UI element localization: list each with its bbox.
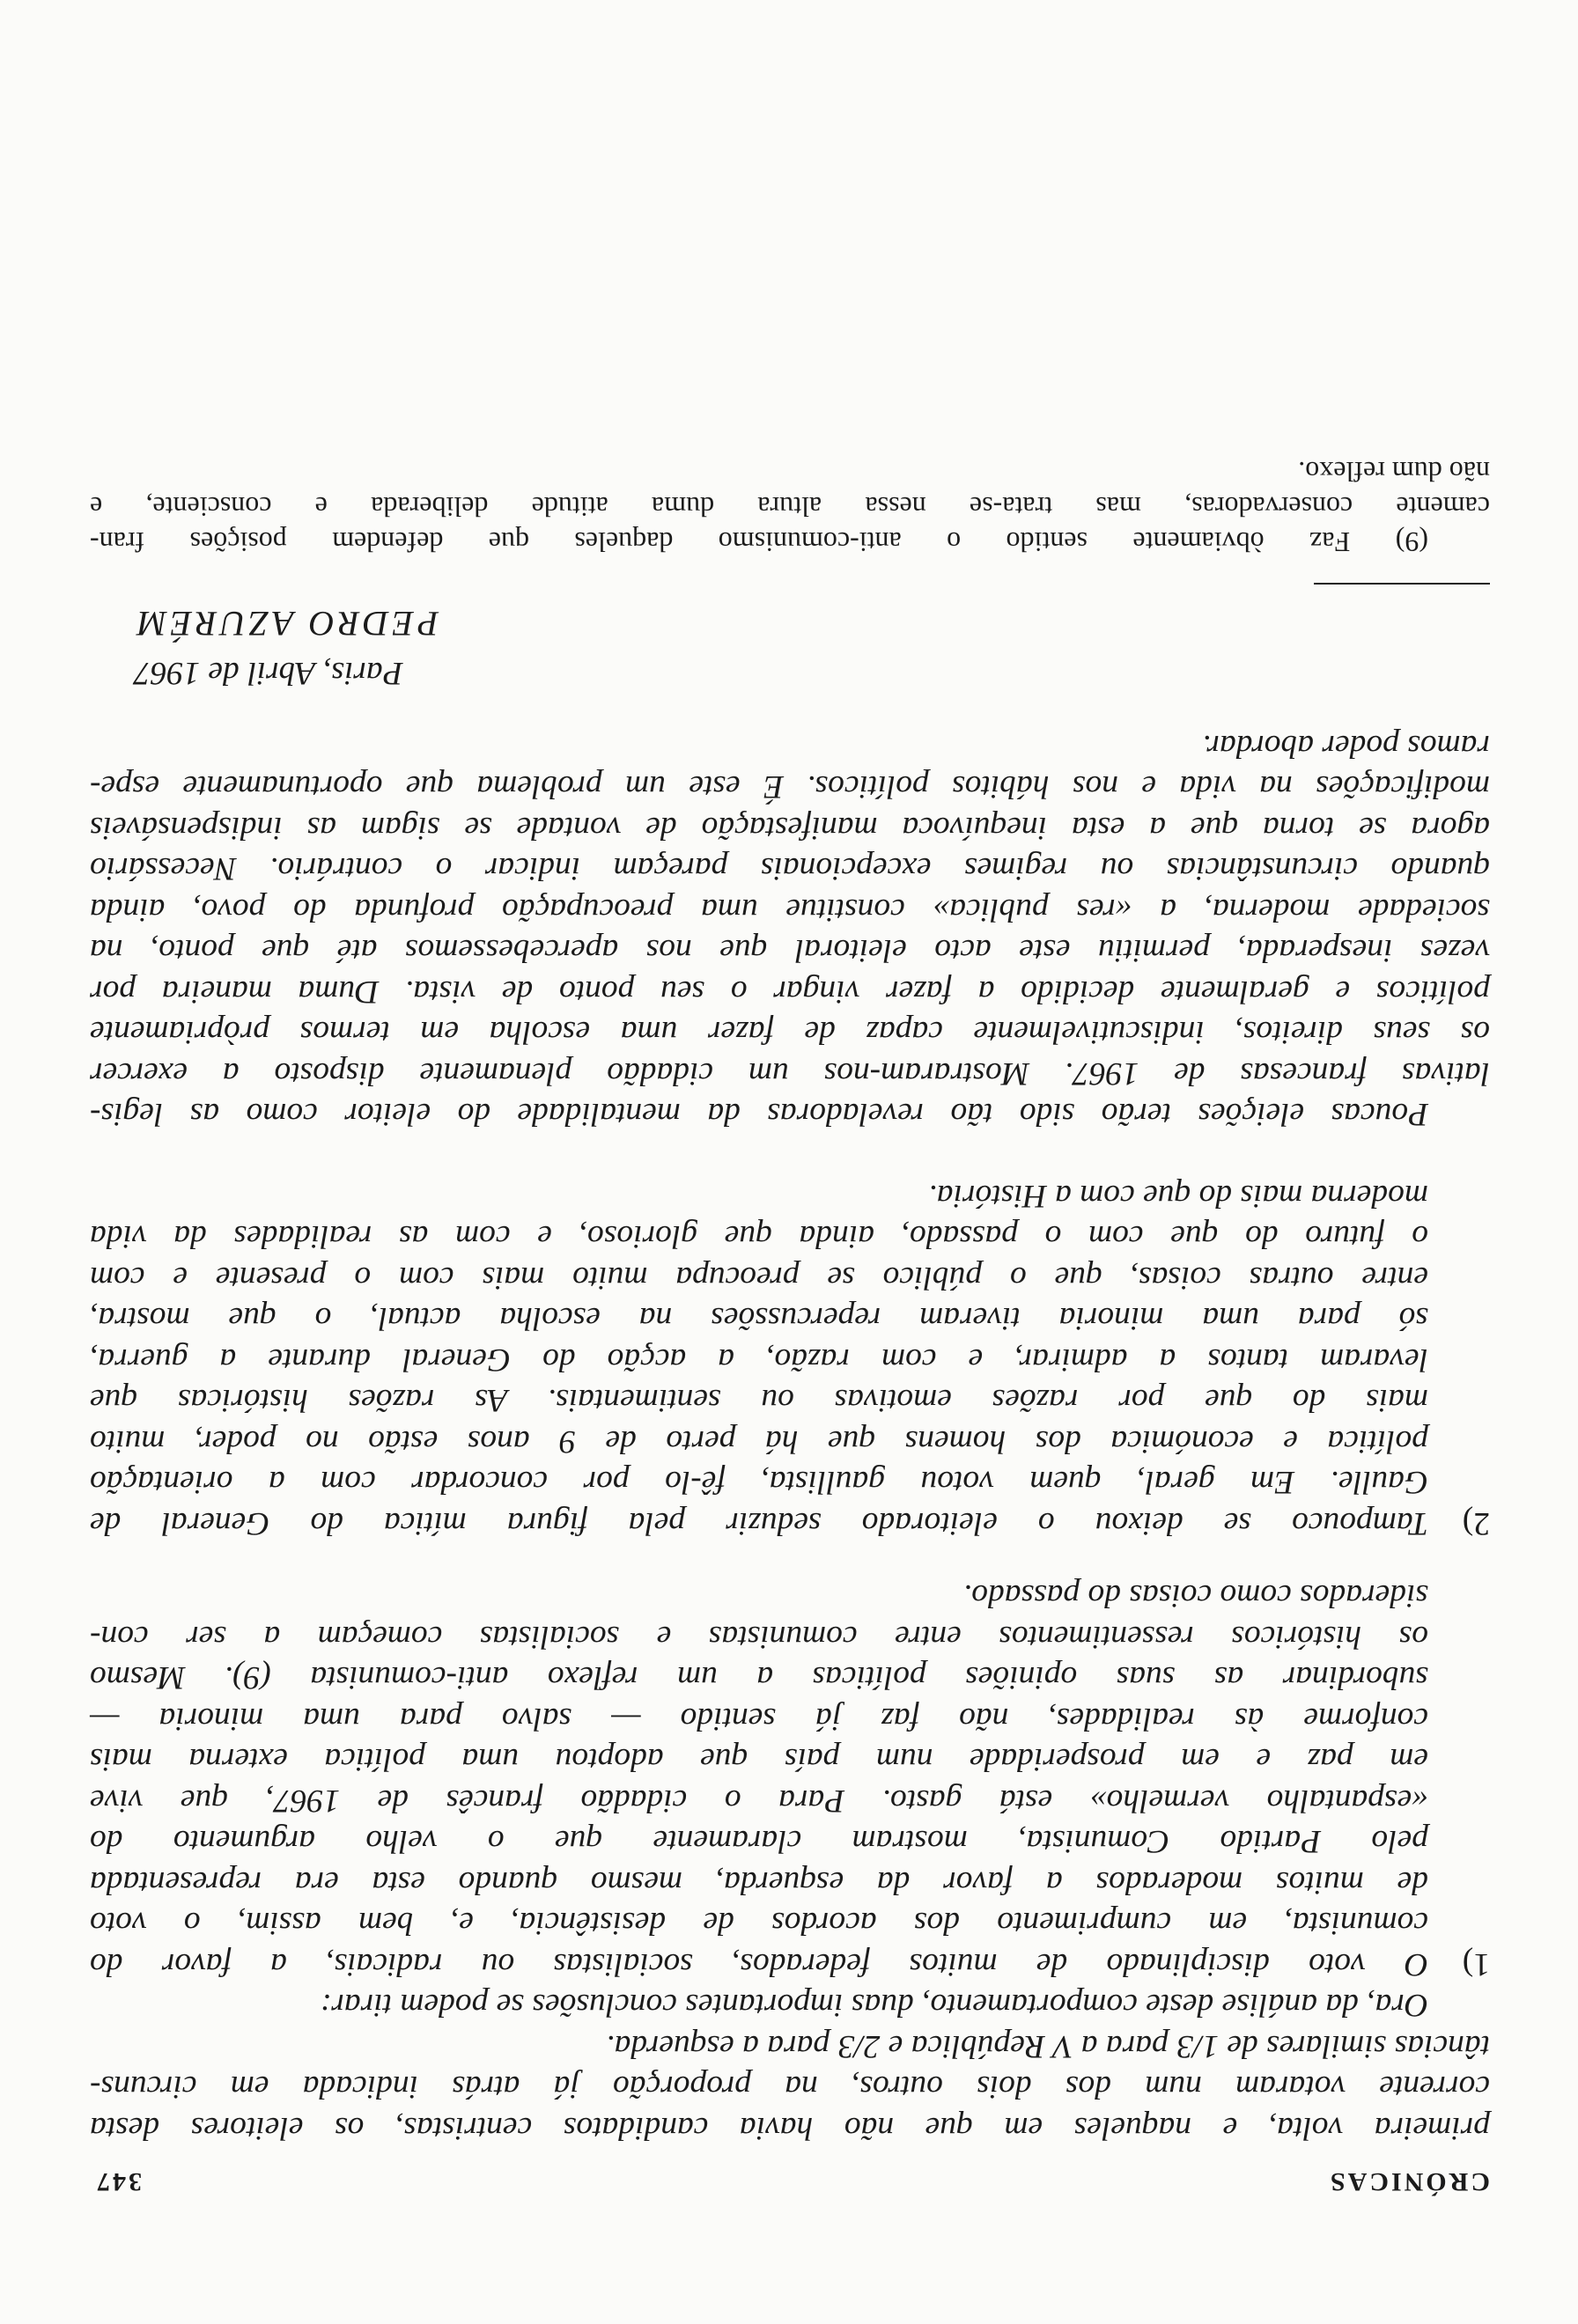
list-item-2	[90, 1175, 1490, 1544]
footnote-line: (9) Faz òbviamente sentido o anti-comunismo daqueles que defendem posições fran-	[90, 526, 1428, 559]
text-line: moderna mais do que com a História.	[928, 1178, 1428, 1214]
lead-paragraph	[90, 1984, 1490, 2026]
text-line: comunista, em cumprimento dos acordos de desistência, e, bem assim, o voto	[90, 1905, 1428, 1942]
text-line: siderados como coisas do passado.	[962, 1578, 1428, 1614]
text-line: «espantalho vermelho» está gasto. Para o cidadão francês de 1967, que vive	[90, 1783, 1428, 1819]
text-line: O voto disciplinado de muitos federados, socialistas ou radicais, a favor do	[90, 1946, 1428, 1982]
text-line: só para uma minoria tiveram repercussões na escolha actual, o que mostra,	[90, 1300, 1428, 1337]
footnote	[90, 455, 1490, 561]
text-line: políticos e geralmente decidido a fazer vingar o seu ponto de vista. Duma maneira por	[90, 974, 1490, 1010]
text-line: vezes inesperada, permitiu este acto eleitoral que nos apercebessemos até que ponto, na	[90, 932, 1490, 969]
intro-paragraph	[90, 2026, 1490, 2149]
section-title: CRÓNICAS	[1327, 2167, 1490, 2196]
list-item-content	[90, 1175, 1428, 1544]
text-line: Gaulle. Em geral, quem votou gaullista, fê-lo por concordar com a orientação	[90, 1464, 1428, 1501]
text-line: modificações na vida e nos hábitos políticos. É este um problema que oportunamente espe-	[90, 769, 1490, 805]
text-line: os históricos ressentimentos entre comunistas e socialistas começam a ser con-	[90, 1619, 1428, 1655]
text-line: subordinar as suas opiniões políticas a um reflexo anti-comunista (9). Mesmo	[90, 1659, 1428, 1696]
list-item-number: 1)	[1462, 1946, 1490, 1982]
date-line: Paris, Abril de 1967	[134, 655, 403, 692]
author-signature: PEDRO AZURÉM	[134, 604, 439, 644]
text-line: sociedade moderna, a «res publica» constitue uma preocupação profunda do povo, ainda	[90, 892, 1490, 928]
text-line: tâncias similares de 1/3 para a V República e 2/3 para a esquerda.	[606, 2028, 1490, 2064]
list-item-number: 2)	[1462, 1505, 1490, 1541]
text-line: agora se torna que a esta inequívoca manifestação de vontade se sigam as indispensáveis	[90, 810, 1490, 846]
text-line: Poucas eleições terão sido tão reveladoras da mentalidade do eleitor como as legis-	[90, 1096, 1428, 1133]
list-item-content	[90, 1575, 1428, 1984]
body-text	[90, 455, 1490, 2149]
text-line: entre outras coisas, que o público se preocupa muito mais com o presente e com	[90, 1260, 1428, 1296]
footnote-divider	[1314, 584, 1490, 585]
text-line: mais do que por razões emotivas ou sentimentais. As razões históricas que	[90, 1382, 1428, 1419]
text-line: conforme às realidades, não faz já sentido — salvo para uma minoria —	[90, 1701, 1428, 1737]
page-number: 347	[94, 2167, 142, 2196]
text-line: o futuro do que com o passado, ainda que glorioso, e com as realidades da vida	[90, 1218, 1428, 1255]
text-line: pelo Partido Comunista, mostram claramente que o velho argumento do	[90, 1823, 1428, 1860]
footnote-line: não dum reflexo.	[1298, 456, 1490, 489]
text-line: os seus direitos, indiscutivelmente capaz de fazer uma escolha em termos pròpriamente	[90, 1014, 1490, 1051]
text-line: política e económica dos homens que há perto de 9 anos estão no poder, muito	[90, 1423, 1428, 1460]
text-line: levaram tantos a admirar, e com razão, a acção do General durante a guerra,	[90, 1342, 1428, 1378]
text-line: ramos poder abordar.	[1202, 728, 1490, 764]
text-line: Tampouco se deixou o eleitorado seduzir pela figura mítica do General de	[90, 1505, 1428, 1541]
text-line: Ora, da análise deste comportamento, duas importantes conclusões se podem tirar:	[320, 1987, 1428, 2024]
text-line: quando circunstâncias ou regimes excepcionais pareçam indicar o contrário. Necessário	[90, 850, 1490, 887]
text-line: lativas francesas de 1967. Mostraram-nos um cidadão plenamente disposto a exercer	[90, 1055, 1490, 1092]
list-item-1	[90, 1575, 1490, 1984]
footnote-line: camente conservadoras, mas trata-se nessa altura duma atitude deliberada e consciente, e	[90, 491, 1490, 524]
text-line: em paz e em prosperidade num país que adoptou uma política externa mais	[90, 1741, 1428, 1778]
closing-paragraph	[90, 725, 1490, 1135]
page-header	[94, 2159, 1490, 2203]
text-line: corrente votaram num dos dois outros, na proporção já atrás indicada em circuns-	[90, 2069, 1490, 2106]
text-line: primeira volta, e naqueles em que não havia candidatos centristas, os eleitores desta	[90, 2110, 1490, 2146]
text-line: de muitos moderados a favor da esquerda, mesmo quando esta era representada	[90, 1864, 1428, 1901]
